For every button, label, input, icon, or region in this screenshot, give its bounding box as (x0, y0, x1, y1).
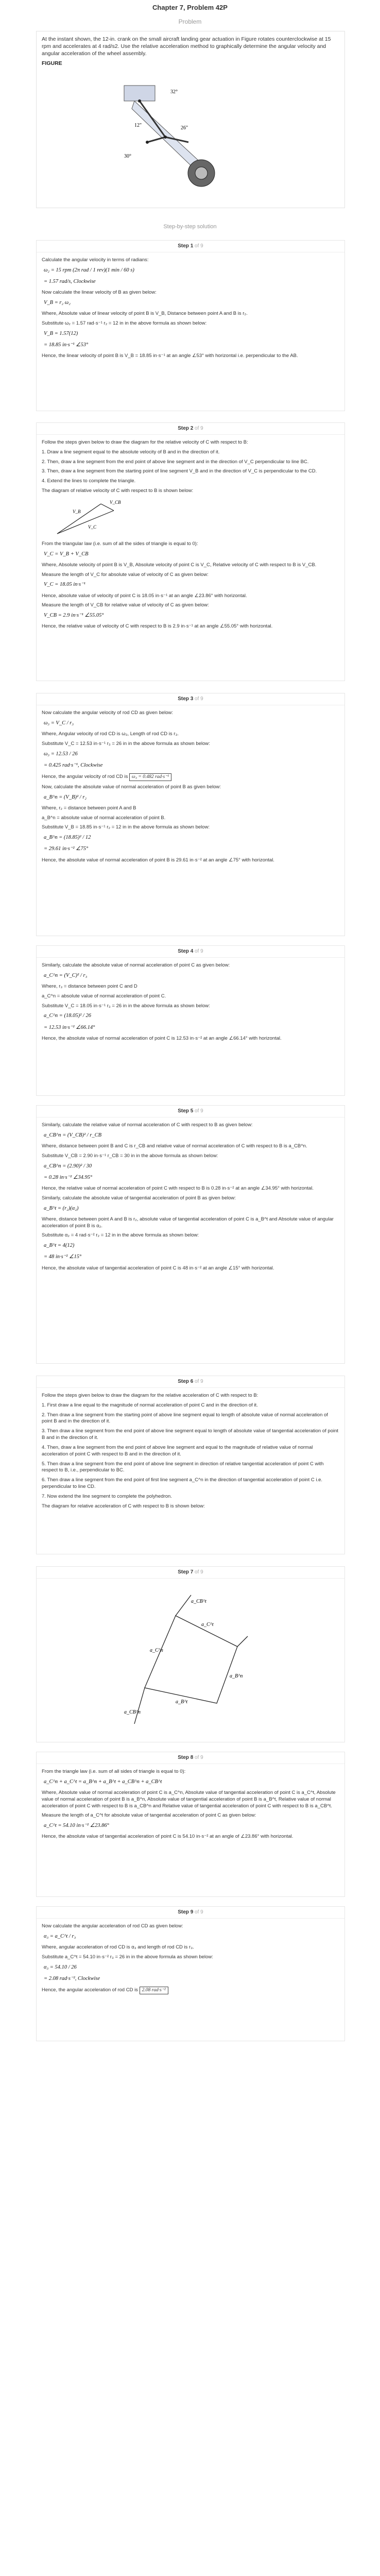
step-of: of 9 (195, 1569, 203, 1575)
step-line: Where, Absolute value of linear velocity of point B is V_B, Distance between point A and B is r₂. (42, 311, 248, 317)
step-6-header (37, 1376, 344, 1388)
step-of: of 9 (195, 1108, 203, 1114)
step-line: Follow the steps given below to draw the diagram for the relative velocity of C with respect to B: (42, 439, 248, 445)
step-line: 1. Draw a line segment equal to the absolute velocity of B and in the direction of it. (42, 449, 220, 455)
step-line: Now calculate the angular acceleration of rod CD as given below: (42, 1923, 183, 1929)
velocity-triangle-diagram (52, 498, 134, 539)
step-3-header (37, 693, 344, 705)
step-line: a_C^n = absolute value of normal acceleration of point C. (42, 993, 166, 999)
step-4-card (36, 945, 345, 1096)
step-equation: = 0.425 rad·s⁻¹, Clockwise (44, 762, 103, 768)
step-line: Where, angular acceleration of rod CD is α₃ and length of rod CD is r₃. (42, 1944, 194, 1950)
step-5-header (37, 1106, 344, 1117)
step-of: of 9 (195, 696, 203, 702)
step-line: Calculate the angular velocity in terms of radians: (42, 257, 149, 263)
step-9-header (37, 1907, 344, 1919)
step-line: Substitute ω₂ = 1.57 rad·s⁻¹ r₂ = 12 in in the above formula as shown below: (42, 320, 207, 326)
step-of: of 9 (195, 1755, 203, 1760)
step-line: Substitute α₂ = 4 rad·s⁻² r₂ = 12 in in the above formula as shown below: (42, 1232, 199, 1239)
step-equation: a_B^t = (r₂)(α₂) (44, 1205, 79, 1211)
step-label: Step 5 (178, 1108, 194, 1114)
step-equation: = 1.57 rad/s, Clockwise (44, 278, 96, 284)
fig-length-d: 12" (134, 123, 142, 128)
step-line: The diagram of relative velocity of C with respect to B is shown below: (42, 488, 194, 494)
step-line: Where, Absolute value of normal acceleration of point C is a_C^n, Absolute value of tangential acceleration of point C is a_C^t, Absolute value of normal acceleration of point B is a_B^n, Absolute value of tangential acceleration of point B is a_B^t, Relative value of normal acceleration of point C with respect to B is a_CB^n and Relative value of tangential acceleration of point C with respect to B is a_CB^t. (42, 1789, 336, 1809)
step-line: 6. Then draw a line segment from the end point of first line segment a_C^n in the direction of tangential acceleration of point C i.e. perpendicular to line CD. (42, 1477, 323, 1489)
step-equation: α₃ = 54.10 / 26 (44, 1964, 77, 1970)
step-line: Follow the steps given below to draw the diagram for the relative acceleration of C with respect to B: (42, 1393, 258, 1398)
step-line: Substitute V_B = 18.85 in·s⁻¹ r₂ = 12 in in the above formula as shown below: (42, 824, 210, 831)
step-equation: a_B^t = 4(12) (44, 1243, 75, 1249)
step-line: Measure the length of V_CB for relative value of velocity of C as given below: (42, 602, 209, 608)
step-label: Step 3 (178, 696, 194, 702)
step-of: of 9 (195, 1379, 203, 1384)
step-9-card (36, 1906, 345, 2041)
step-equation: = 48 in·s⁻² ∠15° (44, 1254, 82, 1260)
step-label: Step 2 (178, 426, 194, 431)
step-of: of 9 (195, 243, 203, 249)
step-answer-text: Hence, the angular acceleration of rod CD is (42, 1987, 138, 1993)
step-equation: a_CB^n = (2.90)² / 30 (44, 1163, 92, 1169)
step-5-card (36, 1105, 345, 1364)
step-line: Hence, absolute value of velocity of point C is 18.05 in·s⁻¹ at an angle ∠23.86° with horizontal. (42, 592, 247, 599)
step-line: The diagram for relative acceleration of C with respect to B is shown below: (42, 1503, 205, 1509)
step-equation: ω₂ = 15 rpm (2π rad / 1 rev)(1 min / 60 s) (44, 267, 134, 273)
step-line: Substitute a_C^t = 54.10 in·s⁻² r₃ = 26 in in the above formula as shown below: (42, 1954, 213, 1960)
step-line: Measure the length of a_C^t for absolute value of tangential acceleration of point C as given below: (42, 1812, 256, 1819)
step-line: Now, calculate the absolute value of normal acceleration of point B as given below: (42, 784, 221, 790)
step-line: 7. Now extend the line segment to complete the polyhedron. (42, 1493, 172, 1499)
step-equation: a_B^n = (V_B)² / r₂ (44, 794, 87, 800)
step-line: Now calculate the angular velocity of rod CD as given below: (42, 710, 174, 716)
step-line: Hence, the relative value of normal acceleration of point C with respect to B is 0.28 in·s⁻² at an angle ∠34.95° with horizontal. (42, 1185, 314, 1191)
diagram-label-acn: a_C^n (150, 1648, 163, 1653)
step-equation: V_CB = 2.9 in·s⁻¹ ∠55.05° (44, 613, 104, 619)
step-equation: V_C = V_B + V_CB (44, 551, 89, 557)
step-2-card (36, 422, 345, 681)
diagram-label-vcb: V_CB (110, 499, 121, 505)
step-equation: V_C = 18.05 in·s⁻¹ (44, 582, 85, 588)
step-line: Similarly, calculate the absolute value of normal acceleration of point C as given below: (42, 962, 230, 968)
step-8-card (36, 1752, 345, 1897)
step-line: From the triangular law (i.e. sum of all the sides of triangle is equal to 0): (42, 540, 198, 547)
step-line: Where, Angular velocity of rod CD is ω₃, Length of rod CD is r₃. (42, 731, 179, 737)
step-label: Step 9 (178, 1909, 194, 1915)
step-1-header (37, 241, 344, 252)
step-equation: = 29.61 in·s⁻² ∠75° (44, 846, 89, 852)
step-line (42, 1987, 339, 1994)
step-line: Similarly, calculate the relative value of normal acceleration of C with respect to B as given below: (42, 1122, 253, 1128)
step-line: Where, Absolute velocity of point B is V_B, Absolute velocity of point C is V_C, Relative velocity of C with respect to B is V_CB. (42, 562, 317, 568)
step-line: 2. Then, draw a line segment from the end point of above line segment and in the direction of V_C perpendicular to line BC. (42, 459, 309, 465)
step-line: Substitute V_C = 18.05 in·s⁻¹ r₃ = 26 in in the above formula as shown below: (42, 1003, 210, 1009)
step-of: of 9 (195, 1909, 203, 1915)
step-label: Step 8 (178, 1755, 194, 1760)
landing-gear-figure (103, 80, 227, 204)
step-line: Measure the length of V_C for absolute value of velocity of C as given below: (42, 571, 209, 578)
step-equation: a_CB^n = (V_CB)² / r_CB (44, 1132, 102, 1138)
step-equation: = 18.85 in·s⁻¹ ∠53° (44, 342, 89, 348)
step-line: 5. Then draw a line segment from the end point of above line segment in direction of relative tangential acceleration of point C with respect to B, i.e., perpendicular to BC. (42, 1461, 324, 1473)
step-7-header (37, 1567, 344, 1579)
step-line: Substitute V_C = 12.53 in·s⁻¹ r₃ = 26 in in the above formula as shown below: (42, 740, 210, 747)
fig-length-c: 26" (181, 125, 188, 131)
step-equation: a_C^t = 54.10 in·s⁻² ∠23.86° (44, 1823, 109, 1829)
diagram-label-vb: V_B (73, 509, 81, 514)
step-line: 2. Then draw a line segment from the starting point of above line segment equal to length of absolute value of normal acceleration of point B and in the direction of it. (42, 1412, 328, 1425)
step-line: Hence, the linear velocity of point B is V_B = 18.85 in·s⁻¹ at an angle ∠53° with horizontal i.e. perpendicular to the AB. (42, 353, 298, 359)
step-line: 1. First draw a line equal to the magnitude of normal acceleration of point C and in the direction of it. (42, 1402, 258, 1408)
diagram-label-acbt: a_CB^t (191, 1599, 206, 1604)
step-line: Where, distance between point A and B is r₂, absolute value of tangential acceleration of point C is a_B^t and Absolute value of angular acceleration of point B is α₂. (42, 1216, 334, 1229)
step-equation: a_C^n = (V_C)² / r₃ (44, 972, 88, 978)
diagram-label-vc: V_C (88, 524, 97, 530)
answer-box: ω₃ = 0.482 rad·s⁻¹ (129, 773, 171, 781)
step-label: Step 4 (178, 948, 194, 954)
step-equation: a_C^n + a_C^t = a_B^n + a_B^t + a_CB^n + a_CB^t (44, 1778, 162, 1785)
step-line: Hence, the absolute value of normal acceleration of point C is 12.53 in·s⁻² at an angle ∠66.14° with horizontal. (42, 1035, 282, 1041)
step-equation: a_B^n = (18.85)² / 12 (44, 835, 91, 841)
fig-angle-b: 30° (124, 154, 131, 159)
page-title: Chapter 7, Problem 42P (152, 4, 228, 11)
step-equation: ω₃ = V_C / r₃ (44, 720, 74, 726)
figure-label: FIGURE (42, 60, 62, 66)
step-line: Hence, the absolute value of tangential acceleration of point C is 54.10 in·s⁻² at an angle of ∠23.86° with horizontal. (42, 1834, 293, 1840)
step-equation: ω₃ = 12.53 / 26 (44, 751, 78, 757)
acceleration-polygon-diagram (114, 1585, 268, 1734)
step-line: 4. Then, draw a line segment from the end point of above line segment and equal to the magnitude of relative value of normal acceleration of point C with respect to B and in the direction of it. (42, 1444, 313, 1457)
step-line (42, 773, 339, 781)
step-8-header (37, 1752, 344, 1764)
step-2-header (37, 423, 344, 435)
step-line: Hence, the absolute value of tangential acceleration of point C is 48 in·s⁻² at an angle ∠15° with horizontal. (42, 1265, 274, 1271)
step-line: a_B^n = absolute value of normal acceleration of point B. (42, 815, 166, 821)
step-line: 4. Extend the lines to complete the triangle. (42, 478, 136, 484)
step-answer-text: Hence, the angular velocity of rod CD is (42, 773, 128, 779)
step-line: 3. Then, draw a line segment from the starting point of line segment V_B and in the direction of V_C is perpendicular to the CD. (42, 468, 317, 474)
step-line: Substitute V_CB = 2.90 in·s⁻¹ r_CB = 30 in in the above formula as shown below: (42, 1153, 218, 1159)
step-by-step-heading: Step-by-step solution (163, 224, 217, 230)
step-of: of 9 (195, 948, 203, 954)
step-line: Now calculate the linear velocity of B as given below: (42, 290, 157, 296)
step-line: Hence, the relative value of velocity of C with respect to B is 2.9 in·s⁻¹ at an angle ∠55.05° with horizontal. (42, 623, 273, 630)
problem-text: At the instant shown, the 12-in. crank on the small aircraft landing gear actuation in Figure rotates counterclockwise at 15 rpm and accelerates at 4 rad/s2. Use the relative acceleration method to graphically determine the angular velocity and angular acceleration of the wheel assembly. (42, 36, 331, 57)
step-equation: α₃ = a_C^t / r₃ (44, 1933, 76, 1939)
step-7-card (36, 1566, 345, 1742)
diagram-label-abn: a_B^n (230, 1673, 243, 1679)
step-of: of 9 (195, 426, 203, 431)
step-line: Where, r₃ = distance between point C and D (42, 983, 137, 989)
step-equation: = 12.53 in·s⁻² ∠66.14° (44, 1024, 95, 1030)
step-equation: V_B = r₂ ω₂ (44, 299, 71, 306)
diagram-label-abt: a_B^t (176, 1699, 188, 1705)
section-subtitle: Problem (178, 18, 202, 25)
step-line: 3. Then draw a line segment from the end point of above line segment equal to length of absolute value of tangential acceleration of point B and in the direction of it. (42, 1428, 339, 1441)
step-label: Step 1 (178, 243, 194, 249)
step-equation: = 2.08 rad·s⁻², Clockwise (44, 1975, 100, 1981)
problem-card (36, 31, 345, 208)
step-line: Where, distance between point B and C is r_CB and relative value of normal acceleration of C with respect to B is a_CB^n. (42, 1143, 307, 1149)
step-equation: V_B = 1.57(12) (44, 330, 78, 336)
fig-angle-a: 32° (170, 89, 178, 95)
step-6-card (36, 1376, 345, 1554)
answer-box: 2.08 rad·s⁻² (140, 1987, 168, 1994)
step-line: Hence, the absolute value of normal acceleration of point B is 29.61 in·s⁻² at an angle ∠75° with horizontal. (42, 857, 274, 863)
step-1-card (36, 240, 345, 411)
diagram-label-act: a_C^t (201, 1622, 214, 1628)
step-equation: a_C^n = (18.05)² / 26 (44, 1013, 91, 1019)
step-line: Similarly, calculate the absolute value of tangential acceleration of point B as given below: (42, 1195, 236, 1201)
step-4-header (37, 946, 344, 958)
step-label: Step 6 (178, 1379, 194, 1384)
step-3-card (36, 693, 345, 936)
diagram-label-acbn: a_CB^n (124, 1709, 141, 1715)
step-equation: = 0.28 in·s⁻² ∠34.95° (44, 1174, 93, 1180)
step-label: Step 7 (178, 1569, 194, 1575)
step-line: Where, r₂ = distance between point A and B (42, 805, 136, 811)
step-line: From the triangle law (i.e. sum of all sides of triangle is equal to 0): (42, 1769, 186, 1774)
